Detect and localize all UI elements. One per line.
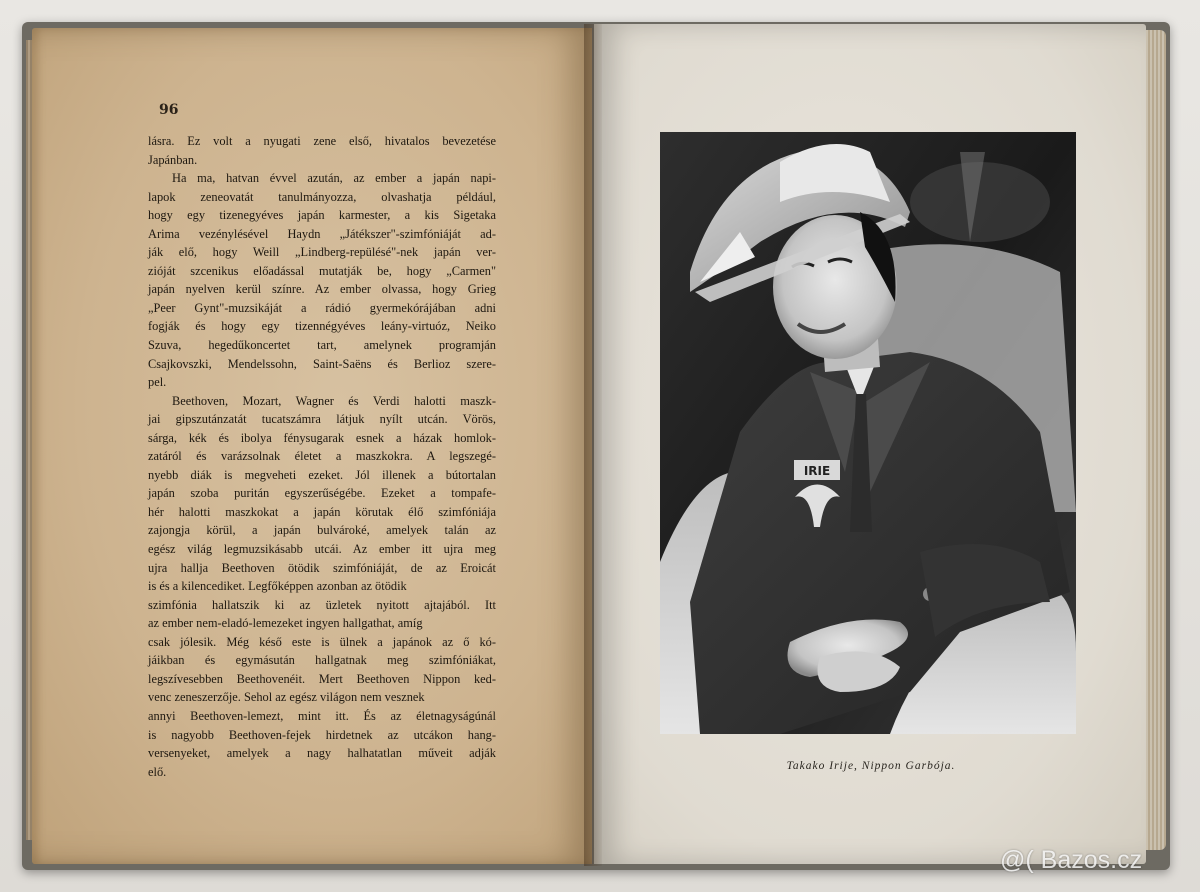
text-line: Csajkovszki, Mendelssohn, Saint-Saëns és Berlioz szere-: [148, 356, 496, 371]
text-line: is nagyobb Beethoven-fejek hirdetnek az utcákon hang-: [148, 727, 496, 742]
text-line: fogják és hogy egy tizennégyéves leány-virtuóz, Neiko: [148, 319, 496, 334]
svg-text:IRIE: IRIE: [803, 464, 831, 478]
text-line: lapok zeneovatát tanulmányozza, olvashatja például,: [148, 189, 496, 204]
text-line: hér halotti maszkokat a japán körutak élő szimfóniája: [148, 504, 496, 519]
text-line: venc zeneszerzője. Sehol az egész világon nem vesznek: [148, 690, 425, 705]
text-line: sárga, kék és ibolya fénysugarak esnek a házak homlok-: [148, 430, 496, 445]
watermark: @( Bazos.cz: [1000, 846, 1143, 874]
text-line: legszívesebben Beethovenéit. Mert Beethoven Nippon ked-: [148, 671, 496, 686]
text-line: zióját szcenikus előadással mutatják be, hogy „Carmen": [148, 263, 496, 278]
text-line: jáikban és egymásután hallgatnak meg szimfóniákat,: [148, 653, 496, 668]
body-text: [148, 132, 496, 781]
portrait-photo: [660, 132, 1076, 734]
text-line: japán nyelven kerül színre. Az ember olvassa, hogy Grieg: [148, 282, 496, 297]
text-line: csak jólesik. Még késő este is ülnek a japánok az ő kó-: [148, 634, 496, 649]
text-line: ujra hallja Beethoven ötödik szimfóniáját, de az Eroicát: [148, 560, 496, 575]
text-line: lásra. Ez volt a nyugati zene első, hivatalos bevezetése: [148, 134, 496, 148]
text-line: jai gipszutánzatát tucatszámra látjuk nyílt utcán. Vörös,: [148, 412, 496, 427]
text-line: versenyeket, amelyek a nagy halhatatlan műveit adják: [148, 746, 496, 761]
text-line: elő.: [148, 764, 167, 779]
text-line: szimfónia hallatszik ki az üzletek nyitott ajtajából. Itt: [148, 597, 496, 612]
text-line: annyi Beethoven-lemezt, mint itt. És az életnagyságúnál: [148, 708, 496, 723]
text-line: Beethoven, Mozart, Wagner és Verdi halotti maszk-: [172, 393, 496, 408]
book-gutter: [584, 24, 602, 866]
text-line: hogy egy tizenegyéves japán karmester, a kis Sigetaka: [148, 208, 496, 223]
text-line: Arima vezénylésével Haydn „Játékszer"-szimfóniáját ad-: [148, 226, 496, 241]
text-line: is és a kilencediket. Legfőképpen azonban az ötödik: [148, 579, 407, 594]
text-line: Japánban.: [148, 152, 198, 167]
text-line: az ember nem-eladó-lemezeket ingyen hallgathat, amíg: [148, 616, 423, 631]
text-line: nyebb diák is megveheti ezeket. Jól illenek a bútortalan: [148, 467, 496, 482]
photo-caption: Takako Irije, Nippon Garbója.: [786, 760, 956, 772]
text-line: Szuva, hegedűkoncertet tart, amelynek programján: [148, 338, 496, 353]
text-line: zatáról és varázsolnak életet a maszkokra. A legszegé-: [148, 449, 496, 464]
text-line: egész világ legmuzsikásabb utcái. Az ember itt ujra meg: [148, 542, 496, 557]
page-number: 96: [159, 102, 179, 118]
text-line: „Peer Gynt"-muzsikáját a rádió gyermekórájában adni: [148, 300, 496, 315]
text-line: zajongja körül, a japán bulvároké, amelyek talán az: [148, 523, 496, 538]
portrait-illustration: [660, 132, 1076, 734]
text-line: japán szoba puritán egyszerűségébe. Ezeket a tompafe-: [148, 486, 496, 501]
text-line: pel.: [148, 375, 167, 390]
text-line: ják elő, hogy Weill „Lindberg-repülésé"-nek japán ver-: [148, 245, 496, 260]
text-line: Ha ma, hatvan évvel azután, az ember a japán napi-: [172, 171, 496, 186]
